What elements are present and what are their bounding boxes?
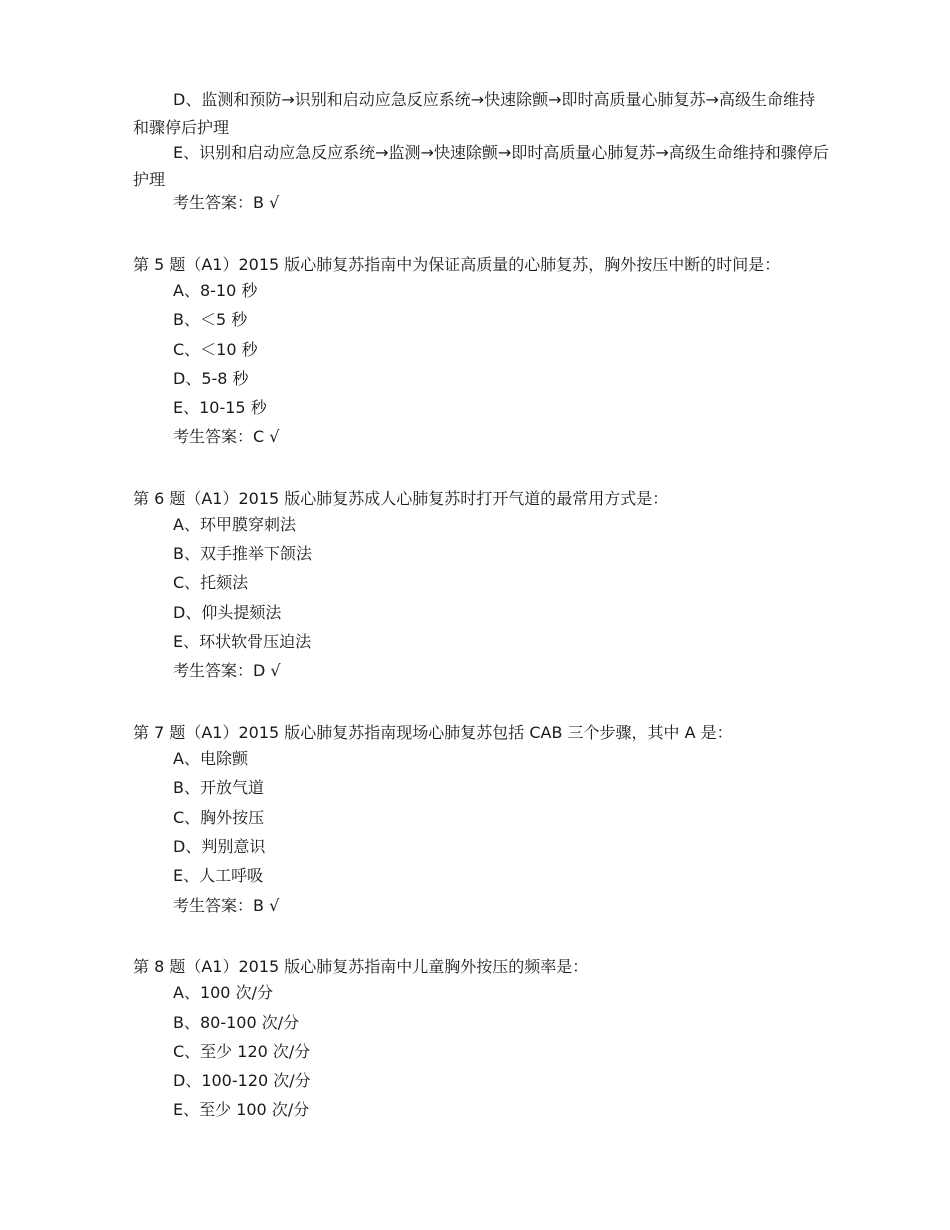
- option-b: B、80-100 次/分: [173, 1013, 300, 1032]
- option-b: B、开放气道: [173, 778, 264, 797]
- option-e-line1: E、识别和启动应急反应系统→监测→快速除颤→即时高质量心肺复苏→高级生命维持和骤停后: [173, 143, 829, 162]
- option-a: A、电除颤: [173, 749, 248, 768]
- answer-text: 考生答案：C √: [173, 427, 280, 446]
- option-b: B、双手推举下颌法: [173, 544, 312, 563]
- option-e: E、10-15 秒: [173, 398, 267, 417]
- option-e: E、环状软骨压迫法: [173, 632, 312, 651]
- answer-text: 考生答案：D √: [173, 661, 281, 680]
- option-d: D、100-120 次/分: [173, 1071, 311, 1090]
- option-d-line2: 和骤停后护理: [133, 118, 230, 137]
- option-c: C、托颏法: [173, 573, 249, 592]
- option-d: D、5-8 秒: [173, 369, 249, 388]
- option-c: C、＜10 秒: [173, 340, 258, 359]
- option-c: C、至少 120 次/分: [173, 1042, 311, 1061]
- option-d-line1: D、监测和预防→识别和启动应急反应系统→快速除颤→即时高质量心肺复苏→高级生命维持: [173, 90, 815, 109]
- option-e-line2: 护理: [133, 170, 166, 189]
- option-d: D、判别意识: [173, 837, 266, 856]
- answer-text: 考生答案：B √: [173, 896, 280, 915]
- option-b: B、＜5 秒: [173, 310, 248, 329]
- option-a: A、100 次/分: [173, 983, 273, 1002]
- answer-text: 考生答案：B √: [173, 193, 280, 212]
- question-title: 第 6 题（A1）2015 版心肺复苏成人心肺复苏时打开气道的最常用方式是：: [133, 489, 669, 508]
- option-e: E、人工呼吸: [173, 866, 264, 885]
- option-e: E、至少 100 次/分: [173, 1100, 310, 1119]
- option-d: D、仰头提颏法: [173, 603, 282, 622]
- question-title: 第 8 题（A1）2015 版心肺复苏指南中儿童胸外按压的频率是：: [133, 957, 589, 976]
- option-c: C、胸外按压: [173, 808, 265, 827]
- option-a: A、8-10 秒: [173, 281, 258, 300]
- option-a: A、环甲膜穿刺法: [173, 515, 296, 534]
- question-title: 第 5 题（A1）2015 版心肺复苏指南中为保证高质量的心肺复苏，胸外按压中断的时间是：: [133, 255, 781, 274]
- question-title: 第 7 题（A1）2015 版心肺复苏指南现场心肺复苏包括 CAB 三个步骤，其中 A 是：: [133, 723, 733, 742]
